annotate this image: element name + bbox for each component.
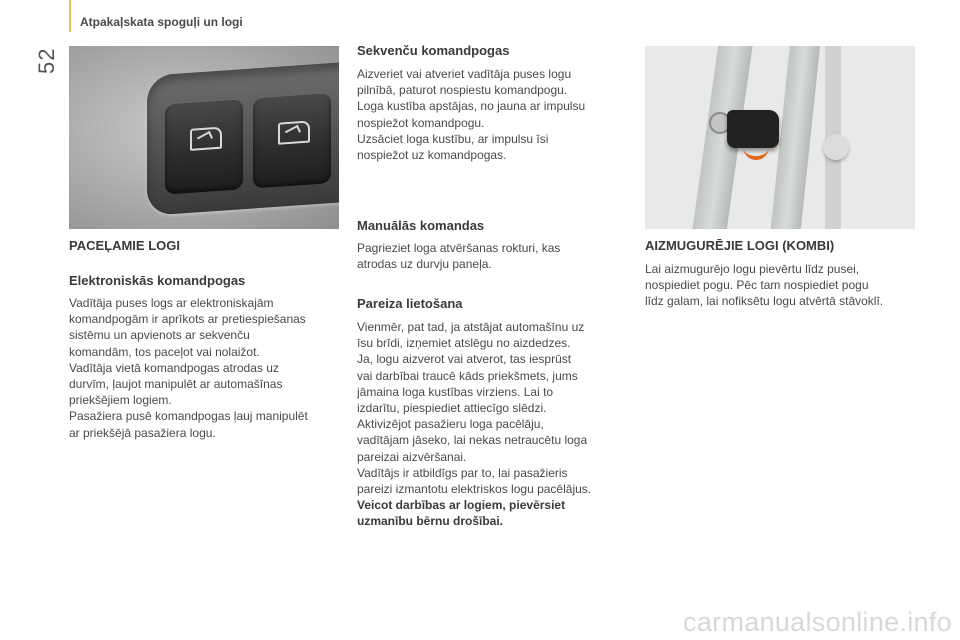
switch-housing <box>147 60 339 216</box>
text-line: pilnībā, paturot nospiestu komandpogu. <box>357 83 568 98</box>
warning-text-line: Veicot darbības ar logiem, pievērsiet <box>357 498 566 513</box>
text-line: pareizi izmantotu elektriskos logu pacēlājus. <box>357 482 592 497</box>
window-icon <box>190 127 222 151</box>
text-line: komandām, tos paceļot vai nolaižot. <box>69 344 260 359</box>
section-heading-rear-windows: AIZMUGURĒJIE LOGI (KOMBI) <box>645 238 835 253</box>
text-line: sistēmu un apvienots ar sekvenču <box>69 328 250 343</box>
rotation-arrow-icon <box>743 138 769 160</box>
paragraph-manual-controls <box>357 240 560 272</box>
paragraph-electronic-controls <box>69 295 308 441</box>
rear-window-latch-photo <box>645 46 915 229</box>
text-line: vadītājam jāseko, lai nekas netraucētu loga <box>357 433 588 448</box>
page-number: 52 <box>34 47 59 74</box>
text-line: Loga kustība apstājas, no jauna ar impulsu <box>357 99 586 114</box>
text-line: komandpogām ir aprīkots ar pretiespiešanas <box>69 312 306 327</box>
header-accent-bar <box>69 0 71 32</box>
text-line: Vadītāja vietā komandpogas atrodas uz <box>69 360 279 375</box>
text-line: īsu brīdi, izņemiet atslēgu no aizdedzes. <box>357 336 571 351</box>
text-line: vai darbībai traucē kāds priekšmets, jums <box>357 368 578 383</box>
paragraph-correct-use <box>357 319 591 530</box>
text-line: Aizveriet vai atveriet vadītāja puses logu <box>357 67 572 81</box>
text-line: Vienmēr, pat tad, ja atstājat automašīnu uz <box>357 320 585 334</box>
text-line: nospiediet pogu. Pēc tam nospiediet pogu <box>645 278 869 293</box>
warning-text-line: uzmanību bērnu drošībai. <box>357 514 504 529</box>
text-line: jāmaina loga kustības virziens. Lai to <box>357 384 554 399</box>
text-line: Uzsāciet loga kustību, ar impulsu īsi <box>357 131 549 146</box>
text-line: ar priekšējā pasažiera logu. <box>69 425 216 440</box>
subheading-correct-use: Pareiza lietošana <box>357 296 463 311</box>
subheading-sequential-controls: Sekvenču komandpogas <box>357 43 510 58</box>
subheading-electronic-controls: Elektroniskās komandpogas <box>69 273 246 288</box>
text-line: priekšējiem logiem. <box>69 393 172 408</box>
text-line: atrodas uz durvju paneļa. <box>357 257 492 272</box>
text-line: Pagrieziet loga atvēršanas rokturi, kas <box>357 241 561 255</box>
subheading-manual-controls: Manuālās komandas <box>357 218 485 233</box>
text-line: nospiežot komandpogu. <box>357 115 485 130</box>
text-line: Lai aizmugurējo logu pievērtu līdz pusei, <box>645 262 860 276</box>
window-switch-photo <box>69 46 339 229</box>
paragraph-rear-windows <box>645 261 883 310</box>
text-line: Ja, logu aizverot vai atverot, tas iesprūst <box>357 352 572 367</box>
passenger-window-switch <box>253 91 331 188</box>
text-line: izdarītu, piespiediet attiecīgo slēdzi. <box>357 401 547 416</box>
text-line: Vadītāja puses logs ar elektroniskajām <box>69 296 274 310</box>
text-line: pareizai aizvēršanai. <box>357 449 467 464</box>
text-line: durvīm, ļaujot manipulēt ar automašīnas <box>69 377 283 392</box>
page-header-title: Atpakaļskata spoguļi un logi <box>80 15 243 29</box>
text-line: Pasažiera pusē komandpogas ļauj manipulēt <box>69 409 308 424</box>
paragraph-sequential-controls <box>357 66 585 163</box>
watermark: carmanualsonline.info <box>683 607 952 637</box>
section-heading-windows: PACEĻAMIE LOGI <box>69 238 180 253</box>
text-line: līdz galam, lai nofiksētu logu atvērtā stāvoklī. <box>645 294 884 309</box>
knob <box>823 134 849 160</box>
text-line: Vadītājs ir atbildīgs par to, lai pasažieris <box>357 465 568 480</box>
window-icon <box>278 120 310 144</box>
text-line: nospiežot uz komandpogas. <box>357 148 507 163</box>
text-line: Aktivizējot pasažieru loga pacēlāju, <box>357 417 544 432</box>
driver-window-switch <box>165 97 243 194</box>
